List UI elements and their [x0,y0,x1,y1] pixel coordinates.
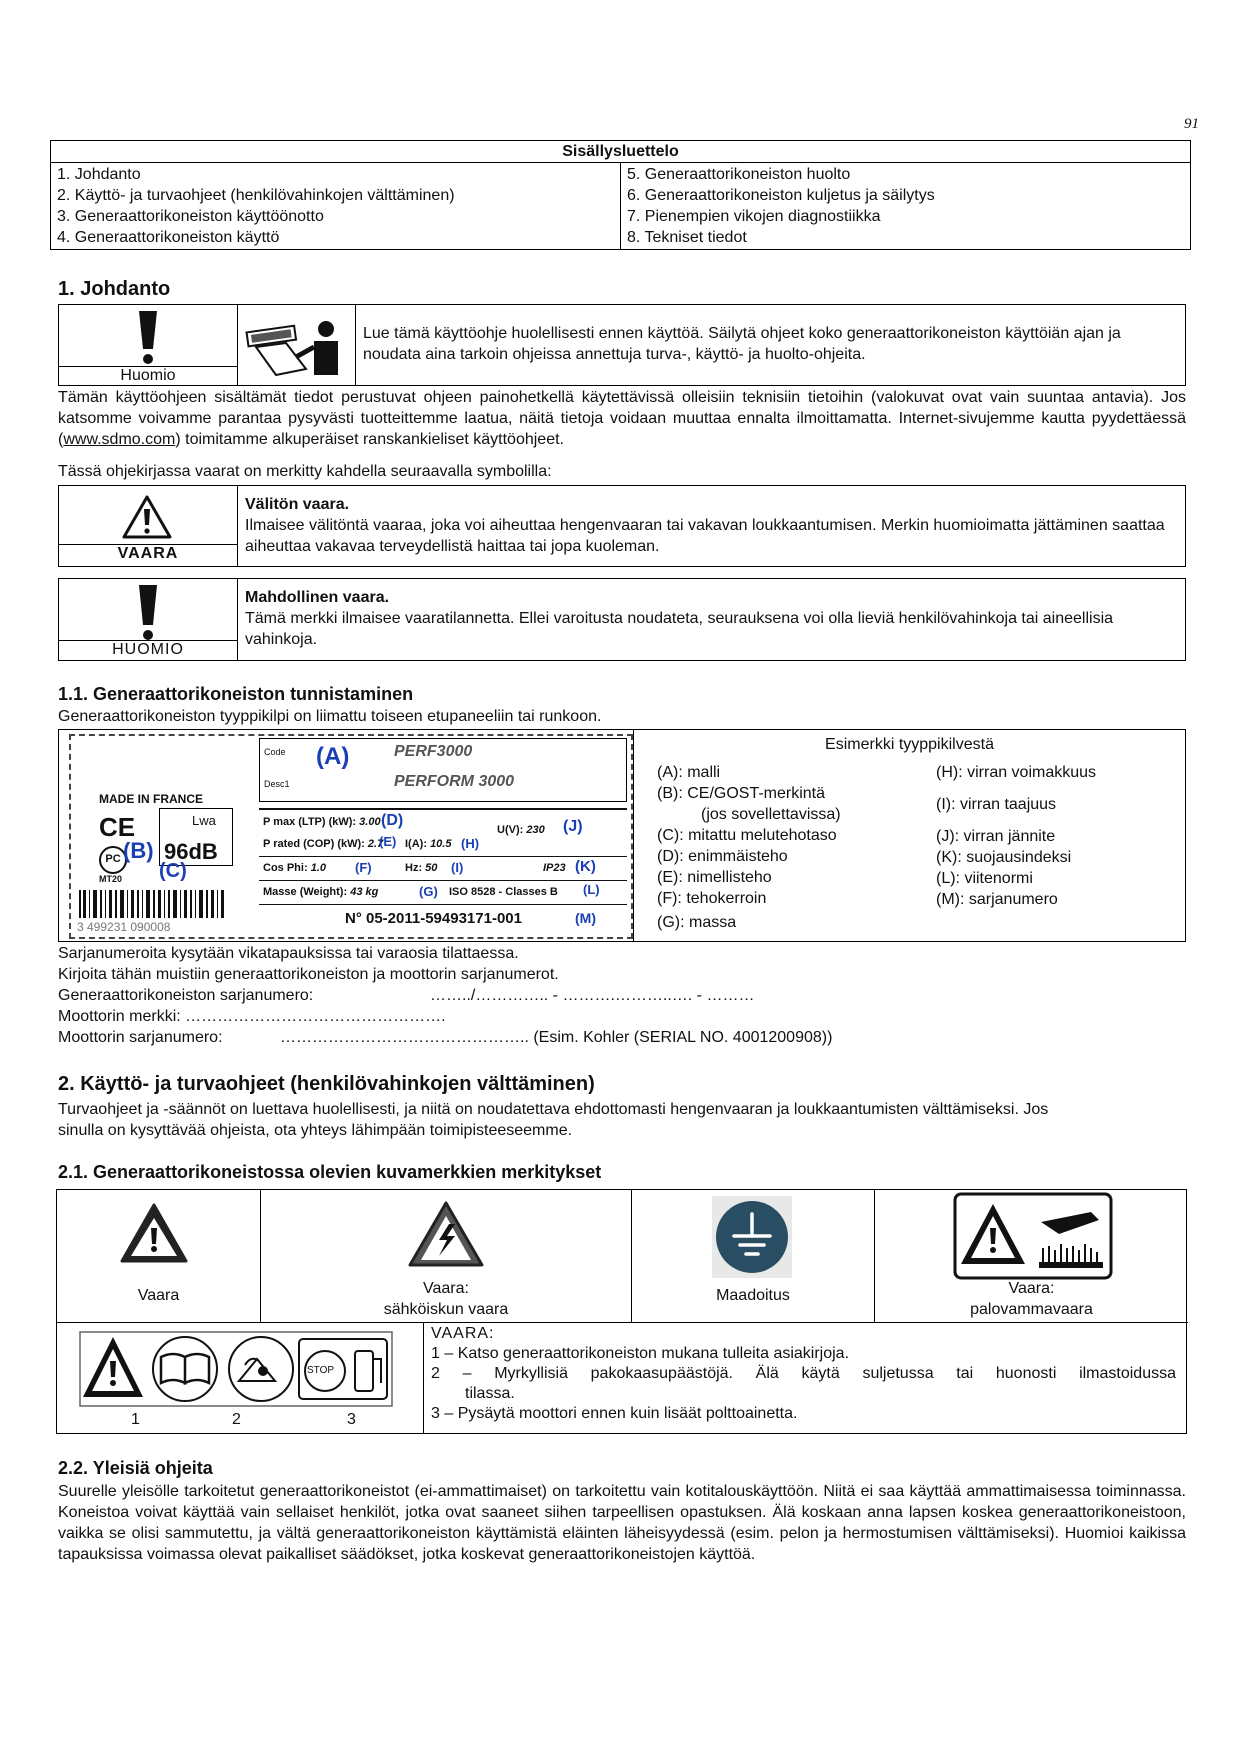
notice-text: Lue tämä käyttöohje huolellisesti ennen käyttöä. Säilytä ohjeet koko generaattorikoneiston käyttöiän ajan ja noudata aina tarkoin ohjeissa annettuja turva-, käyttö- ja huolto-ohjeita. [363,325,1121,363]
danger-label: VAARA [59,544,237,563]
section-heading-symbols: 2.1. Generaattorikoneistossa olevien kuvamerkkien merkitykset [58,1162,602,1182]
exclamation-icon [135,309,161,365]
general-text: Suurelle yleisölle tarkoitetut generaattorikoneistot (ei-ammattimaiset) on tarkoitettu vain kotitalouskäyttöön. Niitä ei saa käyttää ammattimaisessa toiminnassa. Koneistoa voivat käyttää vain sellaiset henkilöt, jotka ovat saaneet siihen tarpeellisen opastuksen. Älä koskaan anna lapsen koskea generaattorikoneistoon, vaikka se olisi sammutettu, ja vältä generaattorikoneiston käyttämistä eläinten läheisyydessä (esim. pelon ja hermostumisen välttämiseksi). Huomioi kaikissa tapauksissa voimassa olevat paikalliset säädökset, jotka koskevat generaattorikoneistojen käyttöä. [58,1483,1186,1563]
toc-item[interactable]: 1. Johdanto [57,166,141,183]
toc-item[interactable]: 7. Pienempien vikojen diagnostiikka [627,208,881,225]
toc-item[interactable]: 5. Generaattorikoneiston huolto [627,166,851,183]
danger-triangle-icon [119,1202,189,1264]
warning-label: HUOMIO [59,640,237,659]
danger-box [58,485,1186,567]
combined-warning-icon [79,1331,393,1407]
toc-title: Sisällysluettelo [51,141,1191,163]
section-heading-intro: 1. Johdanto [58,278,171,300]
warning-text: Tämä merkki ilmaisee vaaratilannetta. Ellei varoitusta noudateta, seurauksena voi olla lieviä henkilövahinkoja tai aineellisia vahinkoja. [245,610,1114,648]
section-heading-safety: 2. Käyttö- ja turvaohjeet (henkilövahinkojen välttäminen) [58,1073,595,1095]
warning-title: Mahdollinen vaara. [245,589,390,606]
section-heading-general: 2.2. Yleisiä ohjeita [58,1458,213,1478]
ground-icon [712,1196,792,1278]
identification-text: Generaattorikoneiston tyyppikilpi on liimattu toiseen etupaneeliin tai runkoon. [58,708,602,725]
table-of-contents [50,140,1191,250]
symbol-danger-cell: Vaara [57,1190,260,1322]
gost-mark-icon: PC [99,846,127,874]
page-number: 91 [1184,116,1199,132]
plate-legend-title: Esimerkki tyyppikilvestä [825,736,994,753]
symbols-table [56,1189,1187,1434]
notice-box [58,304,1186,386]
danger-title: Välitön vaara. [245,496,350,513]
read-manual-icon [242,311,350,381]
intro-paragraph: Tämän käyttöohjeen sisältämät tiedot perustuvat ohjeen painohetkellä käytettävissä olleisiin teknisiin tietoihin (valokuvat ovat vain suuntaa antavia). Jos katsomme voivamme parantaa pysyvästi tuotteittemme laatua, näitä tietoja voidaan muuttaa ennalta ilmoittamatta. Internet-sivujemme kautta pyydettäessä (www.sdmo.com) toimitamme alkuperäiset ranskankieliset käyttöohjeet. [58,389,1186,448]
exclamation-icon [135,583,161,641]
plate-legend-left: (A): malli (B): CE/GOST-merkintä (jos sovellettavissa) (C): mitattu melutehotaso (D): enimmäisteho (E): nimellisteho (F): tehokerroin (G): massa [657,764,841,931]
section-heading-identification: 1.1. Generaattorikoneiston tunnistaminen [58,684,414,704]
warning-box [58,578,1186,661]
vaara-list: VAARA: 1 – Katso generaattorikoneiston mukana tulleita asiakirjoja. 2 – Myrkyllisiä pakokaasupäästöjä. Älä käytä suljetussa tai huonosti ilmastoidussa tilassa. 3 – Pysäytä moottori ennen kuin lisäät polttoainetta. [431,1325,1176,1422]
website-link[interactable]: www.sdmo.com [63,431,176,448]
hot-surface-icon [953,1192,1113,1280]
danger-triangle-icon [121,494,173,540]
symbol-electric-cell: Vaara: sähköiskun vaara [261,1190,631,1322]
toc-item[interactable]: 4. Generaattorikoneiston käyttö [57,229,280,246]
symbol-ground-cell: Maadoitus [632,1190,874,1322]
ce-mark-icon: CE [99,812,136,842]
engine-make-field[interactable]: Moottorin merkki: …………………………………………. [58,1008,446,1025]
rating-plate-box [58,729,1186,942]
engine-serial-field[interactable]: ……………………………………….. (Esim. Kohler (SERIAL NO. 4001200908)) [280,1029,833,1046]
toc-item[interactable]: 3. Generaattorikoneiston käyttöönotto [57,208,324,225]
symbols-intro: Tässä ohjekirjassa vaarat on merkitty kahdella seuraavalla symbolilla: [58,463,552,480]
noise-level-label: Lwa 96dB [159,808,233,866]
toc-item[interactable]: 6. Generaattorikoneiston kuljetus ja säilytys [627,187,935,204]
serial-number-field[interactable]: ……../………….. - ……….………..…. - ……… [430,987,755,1004]
plate-legend-right: (H): virran voimakkuus (I): virran taajuus (J): virran jännite (K): suojausindeksi (L): viitenormi (M): sarjanumero [936,764,1097,908]
serial-info: Sarjanumeroita kysytään vikatapauksissa tai varaosia tilattaessa. Kirjoita tähän muistiin generaattorikoneiston ja moottorin sarjanumerot. Generaattorikoneiston sarjanumero: ……../………….. - ……….………..…. - ……… Moottorin merkki: …………………………………………. Moottorin sarjanumero: ……………………………………….. (Esim. Kohler (SERIAL NO. 4001200908)) [58,945,833,1046]
symbol-burn-cell: Vaara: palovammavaara [875,1190,1188,1322]
toc-item[interactable]: 2. Käyttö- ja turvaohjeet (henkilövahinkojen välttäminen) [57,187,455,204]
safety-text: Turvaohjeet ja -säännöt on luettava huolellisesti, ja niitä on noudatettava ehdottomasti hengenvaaran ja loukkaantumisten välttämiseksi. Jos sinulla on kysyttävää ohjeista, ota yhteys lähimpään toimipisteeseemme. [58,1101,1049,1139]
symbol-combined-cell: STOP 1 2 3 [57,1323,423,1434]
high-voltage-icon [407,1200,485,1268]
notice-label: Huomio [59,366,237,385]
rating-plate-image: MADE IN FRANCE CE PC MT20 (B) Lwa 96dB (C) 3 499231 090008 Code (A) PERF3000 Desc1 PERFORM 3000 P max (LTP) (kW): 3.00 (D) U(V): 230 (J) P rated (COP) (kW): 2.7 (E) I(A): 10.5 (H) Cos Phi: 1.0 (F) Hz: 50 (I) IP23 (K) Masse (Weight): 43 kg (G) ISO 8528 - Classes B (L) N° 05-2011-59493171-001 (M) [69,734,633,939]
danger-text: Ilmaisee välitöntä vaaraa, joka voi aiheuttaa hengenvaaran tai vakavan loukkaantumisen. Merkin huomioimatta jättäminen saattaa aiheuttaa vakavaa terveydellistä haittaa tai jopa kuoleman. [245,517,1165,555]
toc-item[interactable]: 8. Tekniset tiedot [627,229,747,246]
